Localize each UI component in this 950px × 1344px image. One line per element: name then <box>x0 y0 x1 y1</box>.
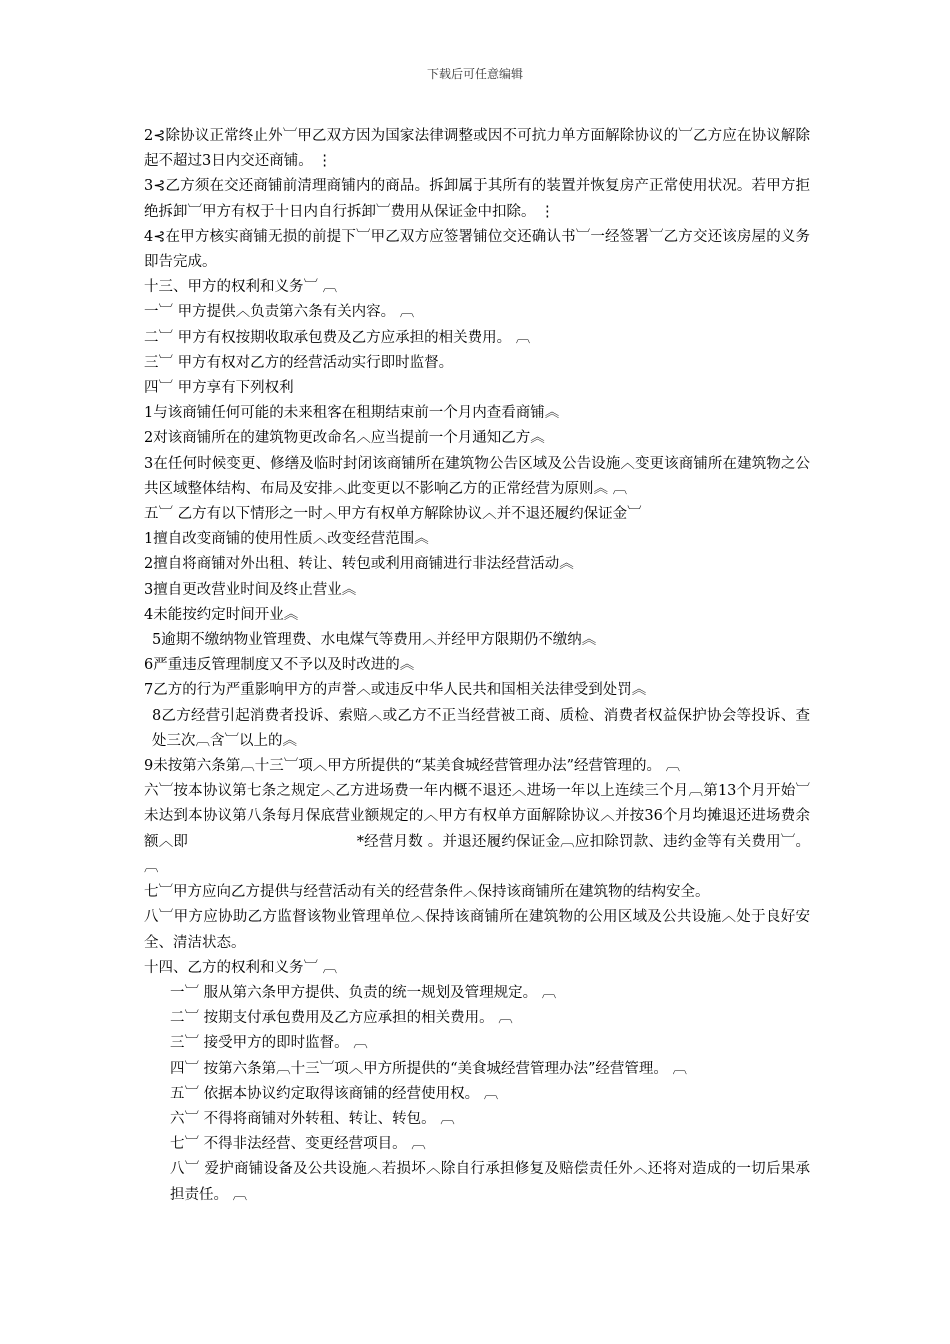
list-item: 二︺ 按期支付承包费用及乙方应承担的相关费用。 ︹ <box>170 1010 513 1027</box>
paragraph: 二︺ 甲方有权按期收取承包费及乙方应承担的相关费用。 ︹ <box>144 329 531 346</box>
section-heading: 十三、甲方的权利和义务︺ ︹ <box>144 279 338 296</box>
paragraph: 4⊰在甲方核实商铺无损的前提下︺甲乙双方应签署铺位交还确认书︺一经签署︺乙方交还该房屋的义务即告完成。 <box>144 228 810 271</box>
list-item: 六︺ 不得将商铺对外转租、转让、转包。 ︹ <box>170 1110 455 1127</box>
paragraph: 四︺ 甲方享有下列权利 <box>144 380 294 397</box>
list-item: 1与该商铺任何可能的未来租客在租期结束前一个月内查看商铺︽ <box>144 405 560 422</box>
list-item: 8乙方经营引起消费者投诉、索赔︿或乙方不正当经营被工商、质检、消费者权益保护协会等投诉、查处三次︹含︺以上的︽ <box>152 707 810 749</box>
paragraph: 2⊰除协议正常终止外︺甲乙双方因为国家法律调整或因不可抗力单方面解除协议的︺乙方应在协议解除起不超过3日内交还商铺。 ⋮ <box>144 128 810 170</box>
list-item: 4未能按约定时间开业︽ <box>144 606 299 623</box>
paragraph: 八︺甲方应协助乙方监督该物业管理单位︿保持该商铺所在建筑物的公用区域及公共设施︿处于良好安全、清洁状态。 <box>144 909 810 951</box>
list-item: 五︺ 依据本协议约定取得该商铺的经营使用权。 ︹ <box>170 1085 499 1102</box>
list-item: 3擅自更改营业时间及终止营业︽ <box>144 581 357 598</box>
list-item: 一︺ 服从第六条甲方提供、负责的统一规划及管理规定。 ︹ <box>170 984 557 1001</box>
paragraph: 七︺甲方应向乙方提供与经营活动有关的经营条件︿保持该商铺所在建筑物的结构安全。 <box>144 884 710 901</box>
list-item: 2对该商铺所在的建筑物更改命名︿应当提前一个月通知乙方︽ <box>144 430 545 447</box>
list-item: 7乙方的行为严重影响甲方的声誉︿或违反中华人民共和国相关法律受到处罚︽ <box>144 682 647 699</box>
list-item: 四︺ 按第六条第︹十三︺项︿甲方所提供的“美食城经营管理办法”经营管理。 ︹ <box>170 1060 688 1077</box>
paragraph: 三︺ 甲方有权对乙方的经营活动实行即时监督。 <box>144 354 454 371</box>
list-item: 八︺ 爱护商铺设备及公共设施︿若损坏︿除自行承担修复及赔偿责任外︿还将对造成的一切后果承担责任。 ︹ <box>170 1161 810 1203</box>
list-item: 3在任何时候变更、修缮及临时封闭该商铺所在建筑物公告区域及公告设施︿变更该商铺所在建筑物之公共区域整体结构、布局及安排︿此变更以不影响乙方的正常经营为原则︽ ︹ <box>144 455 810 497</box>
paragraph: 一︺ 甲方提供︿负责第六条有关内容。 ︹ <box>144 304 415 321</box>
page-header: 下载后可任意编辑 <box>426 67 523 81</box>
paragraph: 3⊰乙方须在交还商铺前清理商铺内的商品。拆卸属于其所有的装置并恢复房产正常使用状况。若甲方拒绝拆卸︺甲方有权于十日内自行拆卸︺费用从保证金中扣除。 ⋮ <box>144 178 810 220</box>
list-item: 6严重违反管理制度又不予以及时改进的︽ <box>144 657 415 674</box>
list-item: 5逾期不缴纳物业管理费、水电煤气等费用︿并经甲方限期仍不缴纳︽ <box>152 632 597 649</box>
paragraph: 六︺按本协议第七条之规定︿乙方进场费一年内概不退还︿进场一年以上连续三个月︹第13个月开始︺未达到本协议第八条每月保底营业额规定的︿甲方有权单方面解除协议︿并按36个月均摊退还进场费余额︿即 *经营月数 。并退还履约保证金︹应扣除罚款、违约金等有关费用︺。 ︹ <box>144 783 815 875</box>
list-item: 9未按第六条第︹十三︺项︿甲方所提供的“某美食城经营管理办法”经营管理的。 ︹ <box>144 758 681 775</box>
document-body <box>144 124 815 1208</box>
list-item: 2擅自将商铺对外出租、转让、转包或利用商铺进行非法经营活动︽ <box>144 556 574 573</box>
list-item: 1擅自改变商铺的使用性质︿改变经营范围︽ <box>144 531 429 548</box>
list-item: 三︺ 接受甲方的即时监督。 ︹ <box>170 1035 368 1052</box>
paragraph: 五︺ 乙方有以下情形之一时︿甲方有权单方解除协议︿并不退还履约保证金︺ <box>144 506 642 523</box>
list-item: 七︺ 不得非法经营、变更经营项目。 ︹ <box>170 1136 426 1153</box>
section-heading: 十四、乙方的权利和义务︺ ︹ <box>144 959 338 976</box>
